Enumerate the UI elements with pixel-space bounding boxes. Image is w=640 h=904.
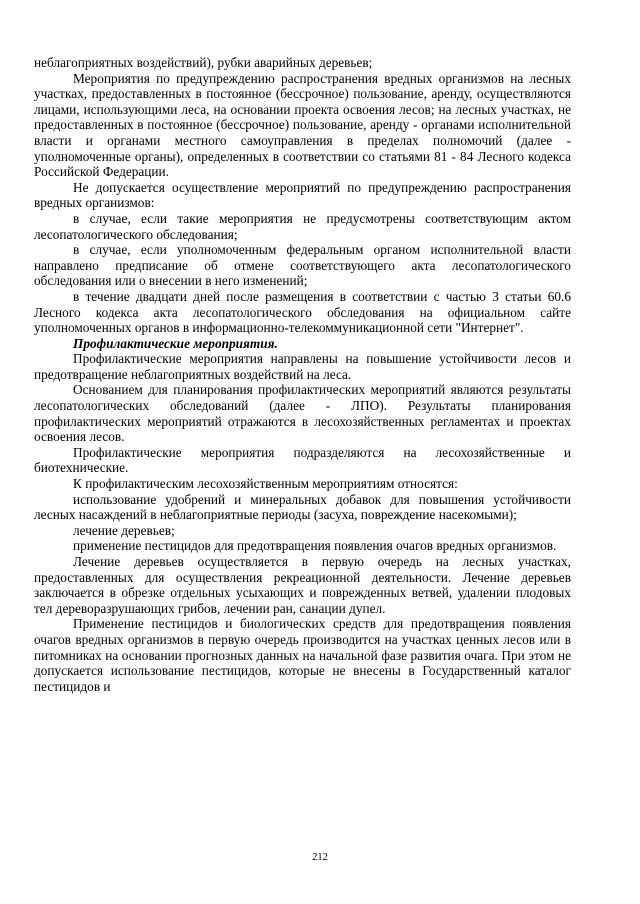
paragraph-pesticide-application: Применение пестицидов и биологических средств для предотвращения появления очагов вредных организмов в первую очередь производится на участках ценных лесов или в питомниках на основании прогнозных данных на начальной фазе развития очага. При этом не допускается использование пестицидов, которые не внесены в Государственный каталог пестицидов и — [34, 616, 571, 694]
paragraph-tree-treatment-details: Лечение деревьев осуществляется в первую очередь на лесных участках, предоставленных для осуществления рекреационной деятельности. Лечение деревьев заключается в обрезке отдельных усыхающих и поврежденных ветвей, удалении плодовых тел дереворазрушающих грибов, лечении ран, санации дупел. — [34, 554, 571, 616]
paragraph-not-allowed-case-3: в течение двадцати дней после размещения в соответствии с частью 3 статьи 60.6 Лесного кодекса акта лесопатологического обследования на официальном сайте уполномоченных органов в информационно-телекоммуникационной сети "Интернет". — [34, 288, 571, 336]
list-item-fertilizers: использование удобрений и минеральных добавок для повышения устойчивости лесных насаждений в неблагоприятные периоды (засуха, повреждение насекомыми); — [34, 491, 571, 523]
paragraph-not-allowed-case-1: в случае, если такие мероприятия не предусмотрены соответствующим актом лесопатологического обследования; — [34, 210, 571, 242]
list-item-pesticides: применение пестицидов для предотвращения появления очагов вредных организмов. — [73, 538, 557, 554]
paragraph-preventive-purpose: Профилактические мероприятия направлены на повышение устойчивости лесов и предотвращение неблагоприятных воздействий на леса. — [34, 351, 571, 382]
paragraph-forestry-measures-intro: К профилактическим лесохозяйственным мероприятиям относятся: — [73, 476, 458, 492]
page-number: 212 — [312, 852, 328, 863]
paragraph-planning-basis: Основанием для планирования профилактических мероприятий являются результаты лесопатологических обследований (далее - ЛПО). Результаты планирования профилактических мероприятий отражаются в лесохозяйственных регламентах и проектах освоения лесов. — [34, 382, 571, 445]
document-page — [34, 55, 571, 694]
section-heading-preventive-measures: Профилактические мероприятия. — [73, 335, 278, 351]
list-item-tree-treatment: лечение деревьев; — [73, 522, 175, 538]
paragraph-not-allowed-case-2: в случае, если уполномоченным федеральным органом исполнительной власти направлено предписание об отмене соответствующего акта лесопатологического обследования или о внесении в него изменений; — [34, 242, 571, 289]
paragraph-measure-types: Профилактические мероприятия подразделяются на лесохозяйственные и биотехнические. — [34, 444, 571, 476]
paragraph-continuation: неблагоприятных воздействий), рубки аварийных деревьев; — [34, 55, 373, 70]
paragraph-preventive-measures-responsibility: Мероприятия по предупреждению распространения вредных организмов на лесных участках, предоставленных в постоянное (бессрочное) пользование, аренду, осуществляются лицами, использующими леса, на основании проекта освоения лесов; на лесных участках, не предоставленных в постоянное (бессрочное) пользование, аренду - органами исполнительной власти и органами местного самоуправления в пределах полномочий (далее - уполномоченные органы), определенных в соответствии со статьями 81 - 84 Лесного кодекса Российской Федерации. — [34, 70, 571, 180]
paragraph-not-allowed-intro: Не допускается осуществление мероприятий по предупреждению распространения вредных организмов: — [34, 179, 571, 211]
